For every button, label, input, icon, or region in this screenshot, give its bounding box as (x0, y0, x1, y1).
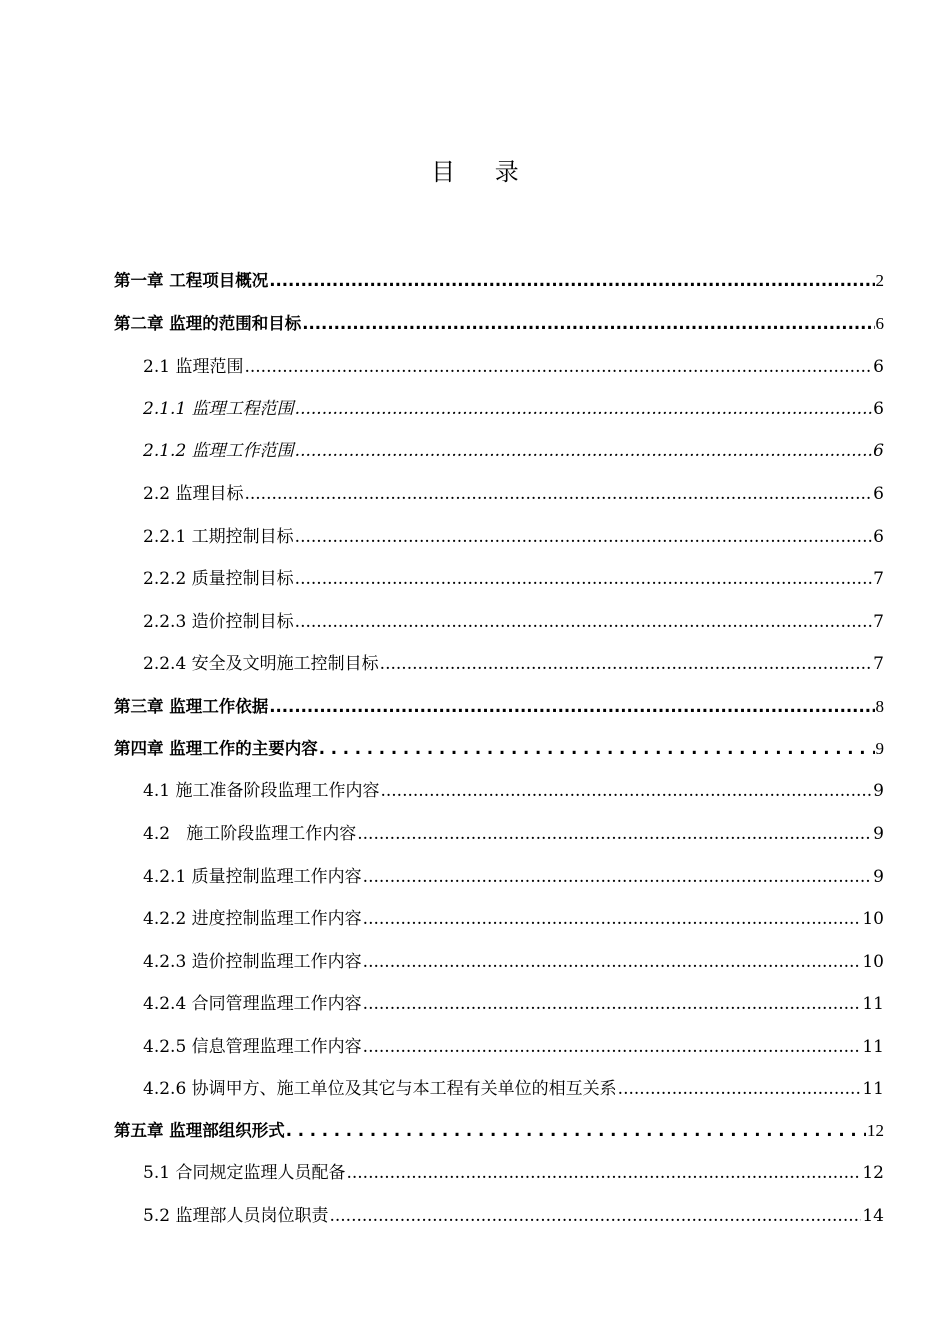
toc-entry-label: 2.2.4 安全及文明施工控制目标 (143, 654, 379, 674)
toc-entry-label: 第三章 监理工作依据 (114, 697, 269, 716)
toc-entry-label: 4.2 施工阶段监理工作内容 (143, 824, 357, 844)
toc-leader-dots (302, 309, 874, 339)
toc-entry-label: 2.1.1 监理工程范围 (143, 399, 294, 419)
toc-entry-label: 5.1 合同规定监理人员配备 (143, 1163, 346, 1183)
toc-leader-dots (329, 1201, 861, 1231)
toc-page-number: 8 (875, 697, 884, 716)
toc-entry-2-1[interactable] (143, 352, 884, 382)
toc-entry-4-2-1[interactable] (143, 862, 884, 892)
toc-page-number: 9 (875, 739, 884, 758)
toc-leader-dots (363, 862, 873, 892)
toc-leader-dots (363, 947, 862, 977)
toc-leader-dots (380, 776, 872, 806)
toc-page-number: 6 (873, 527, 884, 547)
toc-leader-dots (295, 436, 873, 466)
toc-page-number: 6 (873, 441, 884, 461)
toc-leader-dots (295, 522, 873, 552)
toc-title: 目 录 (431, 158, 535, 186)
toc-page-number: 6 (875, 314, 884, 333)
toc-page-number: 6 (873, 399, 884, 419)
toc-entry-chapter-1[interactable] (114, 266, 884, 296)
toc-page-number: 12 (862, 1163, 884, 1183)
toc-entry-label: 4.2.5 信息管理监理工作内容 (143, 1037, 362, 1057)
toc-leader-dots (269, 266, 874, 296)
toc-page-number: 2 (875, 271, 884, 290)
toc-page-number: 11 (862, 994, 884, 1014)
toc-entry-4-2-2[interactable] (143, 904, 884, 934)
toc-entry-chapter-5[interactable] (114, 1116, 884, 1146)
toc-entry-2-2-2[interactable] (143, 564, 884, 594)
toc-entry-4-2[interactable] (143, 819, 884, 849)
toc-leader-dots (269, 692, 874, 722)
toc-leader-dots (363, 904, 862, 934)
toc-leader-dots (363, 1032, 862, 1062)
toc-page-number: 11 (862, 1037, 884, 1057)
toc-page-number: 7 (873, 612, 884, 632)
toc-entry-label: 第四章 监理工作的主要内容 (114, 739, 318, 758)
toc-entry-2-2-1[interactable] (143, 522, 884, 552)
toc-page-number: 10 (862, 909, 884, 929)
toc-entry-label: 2.2 监理目标 (143, 484, 244, 504)
toc-entry-2-1-1[interactable] (143, 394, 884, 424)
toc-entry-label: 4.2.6 协调甲方、施工单位及其它与本工程有关单位的相互关系 (143, 1079, 617, 1099)
toc-page-number: 10 (862, 952, 884, 972)
toc-entry-4-2-4[interactable] (143, 989, 884, 1019)
toc-entry-chapter-2[interactable] (114, 309, 884, 339)
toc-entry-label: 第一章 工程项目概况 (114, 271, 269, 290)
toc-page-number: 9 (873, 781, 884, 801)
toc-entry-chapter-3[interactable] (114, 692, 884, 722)
toc-entry-5-1[interactable] (143, 1158, 884, 1188)
toc-leader-dots (346, 1158, 861, 1188)
toc-entry-5-2[interactable] (143, 1201, 884, 1231)
toc-entry-2-2-4[interactable] (143, 649, 884, 679)
toc-entry-label: 2.2.2 质量控制目标 (143, 569, 294, 589)
toc-leader-dots (286, 1116, 866, 1146)
toc-page-number: 7 (873, 654, 884, 674)
toc-leader-dots (319, 734, 875, 764)
toc-entry-label: 4.2.4 合同管理监理工作内容 (143, 994, 362, 1014)
toc-entry-label: 4.2.3 造价控制监理工作内容 (143, 952, 362, 972)
toc-leader-dots (244, 479, 872, 509)
toc-entry-label: 4.2.2 进度控制监理工作内容 (143, 909, 362, 929)
toc-entry-label: 2.2.3 造价控制目标 (143, 612, 294, 632)
toc-entry-label: 2.1 监理范围 (143, 357, 244, 377)
toc-leader-dots (295, 564, 873, 594)
toc-page-number: 12 (867, 1121, 884, 1140)
toc-page-number: 6 (873, 484, 884, 504)
toc-page-number: 9 (873, 867, 884, 887)
toc-leader-dots (363, 989, 862, 1019)
toc-entry-label: 4.2.1 质量控制监理工作内容 (143, 867, 362, 887)
toc-entry-4-2-3[interactable] (143, 947, 884, 977)
toc-page-number: 6 (873, 357, 884, 377)
toc-page-number: 7 (873, 569, 884, 589)
toc-entry-2-1-2[interactable] (143, 436, 884, 466)
toc-entry-4-1[interactable] (143, 776, 884, 806)
toc-leader-dots (295, 607, 873, 637)
toc-leader-dots (244, 352, 872, 382)
toc-entry-2-2[interactable] (143, 479, 884, 509)
toc-leader-dots (380, 649, 873, 679)
toc-entry-2-2-3[interactable] (143, 607, 884, 637)
toc-entry-label: 4.1 施工准备阶段监理工作内容 (143, 781, 380, 801)
toc-entry-4-2-5[interactable] (143, 1032, 884, 1062)
toc-entry-chapter-4[interactable] (114, 734, 884, 764)
toc-page-number: 14 (862, 1206, 884, 1226)
toc-entry-label: 5.2 监理部人员岗位职责 (143, 1206, 329, 1226)
toc-leader-dots (295, 394, 873, 424)
toc-leader-dots (357, 819, 872, 849)
toc-entry-label: 第二章 监理的范围和目标 (114, 314, 302, 333)
toc-leader-dots (618, 1074, 862, 1104)
toc-entry-label: 2.2.1 工期控制目标 (143, 527, 294, 547)
toc-page-number: 9 (873, 824, 884, 844)
toc-entry-label: 2.1.2 监理工作范围 (143, 441, 294, 461)
toc-entry-4-2-6[interactable] (143, 1074, 884, 1104)
toc-entry-label: 第五章 监理部组织形式 (114, 1121, 285, 1140)
toc-page-number: 11 (862, 1079, 884, 1099)
